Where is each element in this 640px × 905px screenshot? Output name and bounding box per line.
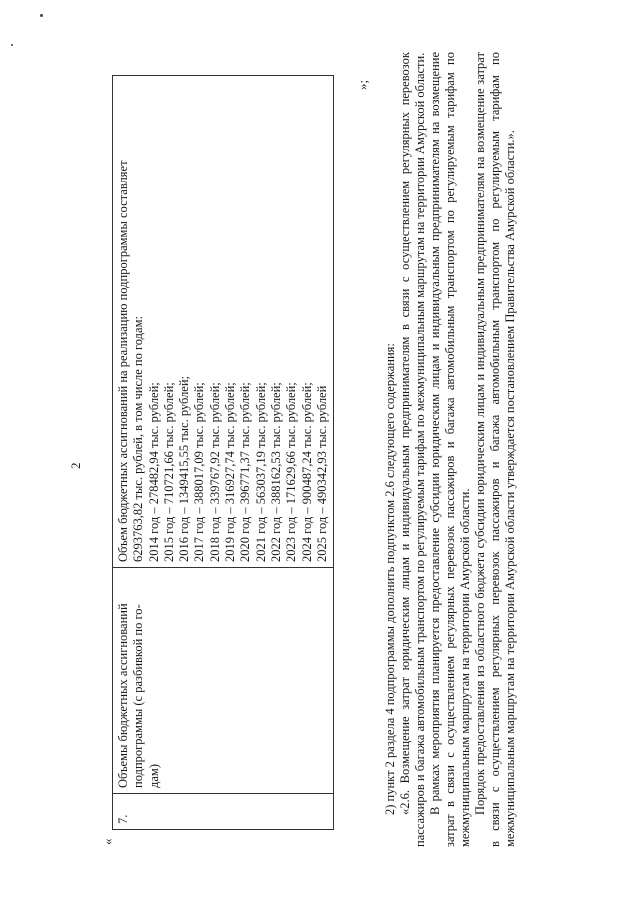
amendment-text [383,52,518,847]
budget-year-line: 2022 год – 388162,53 тыс. рублей; [268,382,283,562]
budget-year-line: 2018 год – 339767,92 тыс. рублей; [207,382,222,562]
row-label-line: подпрограммы (с разбивкой по го- [131,604,146,788]
row-label-cell [113,568,334,794]
paragraph-subitem-2-6: «2.6. Возмещение затрат юридическим лицам и индивидуальным предпринимателям в связи с осуществлением регулярных перевозок пассажиров и багажа автомобильным транспортом по регулируемым тарифам по межмуниципальным маршрутам на территории Амурской области. [398,52,427,847]
row-value-cell [113,76,334,568]
closing-quote: »; [355,79,370,90]
budget-year-line: 2023 год – 171629,66 тыс. рублей; [284,382,299,562]
row-label-line: дам) [146,764,161,788]
row-number: 7. [116,814,130,824]
budget-year-line: 2020 год – 396771,37 тыс. рублей; [238,382,253,562]
budget-year-line: 2016 год – 1349415,55 тыс. рублей; [177,375,192,562]
table-row [113,76,334,830]
budget-total-line: 6293763,82 тыс. рублей, в том числе по годам: [131,316,146,562]
row-number-cell [113,794,334,830]
paragraph-measure-description: В рамках мероприятия планируется предоставление субсидии юридическим лицам и индивидуальным предпринимателям на возмещение затрат в связи с осуществлением регулярных перевозок пассажиров и багажа автомобильным транспортом по регулируемым тарифам по межмуниципальным маршрутам на территории Амурской области. [428,52,472,847]
budget-allocation-table [112,75,334,830]
budget-year-line: 2014 год – 278482,94 тыс. рублей; [146,382,161,562]
budget-total-line: Объем бюджетных ассигнований на реализацию подпрограммы составляет [116,160,130,562]
budget-year-line: 2017 год – 388017,09 тыс. рублей; [192,382,207,562]
budget-year-line: 2025 год – 490342,93 тыс. рублей [314,385,329,562]
row-label-line: Объемы бюджетных ассигнований [116,603,130,788]
paragraph-item-2: 2) пункт 2 раздела 4 подпрограммы дополнить подпунктом 2.6 следующего содержания: [383,343,397,815]
page-number: 2 [68,462,83,469]
budget-year-line: 2015 год – 710721,66 тыс. рублей; [161,382,176,562]
paragraph-procedure: Порядок предоставления из областного бюджета субсидии юридическим лицам и индивидуальным предпринимателям на возмещение затрат в связи с осуществлением регулярных перевозок пассажиров и багажа автомобильным транспортом по регулируемым тарифам по межмуниципальным маршрутам на территории Амурской области утверждается постановлением Правительства Амурской области.». [473,52,517,847]
opening-quote: « [100,838,115,845]
budget-year-line: 2024 год – 900487,24 тыс. рублей; [299,382,314,562]
budget-year-line: 2019 год – 316927,74 тыс. рублей; [223,382,238,562]
budget-year-line: 2021 год – 563037,19 тыс. рублей; [253,382,268,562]
